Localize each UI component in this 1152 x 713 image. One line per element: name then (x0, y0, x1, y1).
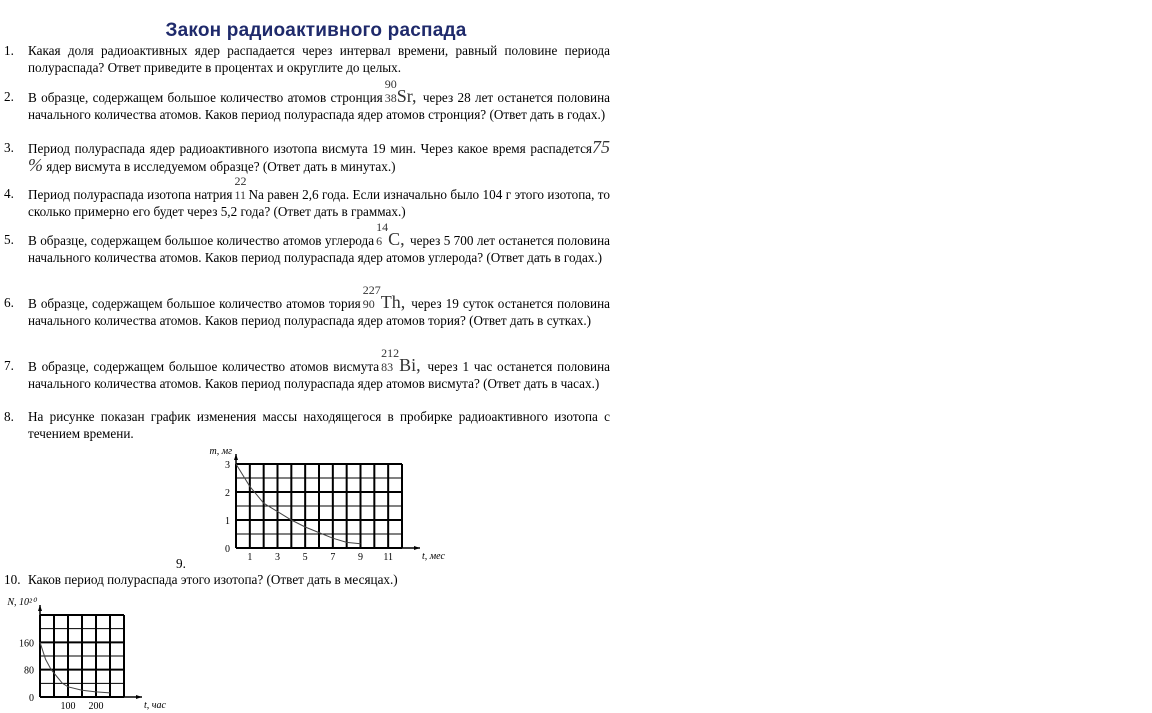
y-tick-label: 0 (225, 544, 230, 555)
y-tick-label: 160 (19, 638, 34, 650)
x-tick-label: 1 (247, 552, 253, 563)
question-number: 6. (4, 295, 14, 310)
question-text (28, 77, 611, 123)
question-text (28, 174, 610, 220)
x-tick-label: 200 (88, 701, 104, 712)
y-tick-label: 1 (225, 516, 230, 527)
question-number: 8. (4, 409, 14, 424)
atomic-number: 38 (384, 91, 397, 105)
question-number: 4. (4, 186, 14, 201)
question-6 (0, 283, 610, 329)
atomic-number: 6 (376, 234, 383, 248)
question-text-end: через 5 700 лет останется половина начального количества атомов. Каков период полураспада ядер атомов углерода? (Ответ дать в годах.) (28, 233, 610, 265)
x-axis-arrow (414, 546, 420, 550)
element-symbol: C, (388, 229, 405, 249)
atomic-number: 90 (362, 297, 375, 311)
question-text-end: через 19 суток останется половина начального количества атомов. Каков период полураспада ядер атомов тория? (Ответ дать в сутках.) (28, 296, 610, 328)
question-text (28, 346, 610, 392)
y-axis-label: m, мг (209, 446, 232, 457)
question-text-end: Na равен 2,6 года. Если изначально было 104 г этого изотопа, то сколько примерно его будет через 5,2 года? (Ответ дать в граммах.) (28, 187, 610, 219)
x-tick-label: 9 (358, 552, 363, 563)
question-text (28, 139, 610, 175)
question-number: 2. (4, 89, 14, 104)
question-text (28, 571, 610, 588)
question-body: Какая доля радиоактивных ядер распадается через интервал времени, равный половине периода полураспада? Ответ приведите в процентах и округлите до целых. (28, 43, 610, 75)
question-text (28, 283, 610, 329)
element-symbol: Sr, (396, 86, 417, 106)
question-4 (0, 174, 610, 220)
question-body: Каков период полураспада этого изотопа? (Ответ дать в месяцах.) (28, 572, 398, 587)
question-body: На рисунке показан график изменения массы находящегося в пробирке радиоактивного изотопа с течением времени. (28, 409, 610, 441)
question-text-end: ядер висмута в исследуемом образце? (Ответ дать в минутах.) (43, 159, 396, 174)
x-tick-label: 3 (275, 552, 280, 563)
question-number: 1. (4, 43, 14, 58)
question-text (28, 220, 610, 266)
x-axis-label: t, час (144, 700, 166, 711)
mass-number: 90 (384, 77, 397, 91)
x-tick-label: 7 (330, 552, 336, 563)
atomic-number: 83 (381, 360, 394, 374)
mass-number: 22 (234, 174, 247, 188)
y-tick-label: 3 (225, 460, 230, 471)
question-number: 10. (4, 572, 21, 587)
question-number: 7. (4, 358, 14, 373)
y-tick-label: 0 (29, 693, 34, 704)
question-text (28, 42, 610, 76)
y-axis-label: N, 10²⁰ (7, 597, 36, 608)
question-2 (0, 77, 611, 123)
question-7 (0, 346, 610, 392)
question-text-start: В образце, содержащем большое количество атомов тория (28, 296, 361, 311)
x-tick-label: 11 (383, 552, 393, 563)
question-text-start: Период полураспада изотопа натрия (28, 187, 233, 202)
isotope-symbol (234, 174, 247, 203)
isotope-symbol (384, 77, 417, 106)
question-number: 5. (4, 232, 14, 247)
decay-curve (236, 464, 361, 544)
mass-decay-chart (200, 440, 445, 563)
page-title: Закон радиоактивного распада (165, 20, 467, 41)
element-symbol: Th, (380, 292, 406, 312)
question-9-label: 9. (176, 556, 186, 571)
question-text (28, 408, 610, 442)
x-axis-label: t, мес (422, 551, 445, 562)
mass-number: 227 (362, 283, 381, 297)
atomic-number: 11 (234, 188, 247, 202)
question-8 (0, 408, 610, 442)
x-axis-arrow (136, 695, 142, 699)
question-3 (0, 139, 610, 175)
question-10 (0, 571, 610, 588)
isotope-symbol (376, 220, 405, 249)
decay-curve (40, 642, 110, 693)
mass-number: 212 (381, 346, 400, 360)
x-tick-label: 5 (302, 552, 308, 563)
question-text-end: через 28 лет останется половина начального количества атомов. Каков период полураспада ядер атомов стронция? (Ответ дать в годах.) (28, 90, 611, 122)
question-text-end: через 1 час останется половина начального количества атомов. Каков период полураспада ядер атомов висмута? (Ответ дать в часах.) (28, 359, 610, 391)
question-text-start: Период полураспада ядер радиоактивного изотопа висмута 19 мин. Через какое время распадется (28, 141, 592, 156)
y-tick-label: 80 (24, 665, 34, 677)
element-symbol: Bi, (399, 355, 421, 375)
question-text-start: В образце, содержащем большое количество атомов висмута (28, 359, 380, 374)
question-5 (0, 220, 610, 266)
question-number: 3. (4, 140, 14, 155)
question-1 (0, 42, 610, 76)
y-axis-arrow (38, 605, 42, 611)
y-tick-label: 2 (225, 488, 230, 499)
question-text-start: В образце, содержащем большое количество атомов углерода (28, 233, 375, 248)
x-tick-label: 100 (60, 701, 76, 712)
nuclei-decay-chart (6, 591, 176, 713)
isotope-symbol (362, 283, 406, 312)
isotope-symbol (381, 346, 421, 375)
y-axis-arrow (234, 454, 238, 460)
mass-number: 14 (376, 220, 389, 234)
question-text-start: В образце, содержащем большое количество атомов стронция (28, 90, 383, 105)
percent-value: 75 % (28, 137, 610, 175)
